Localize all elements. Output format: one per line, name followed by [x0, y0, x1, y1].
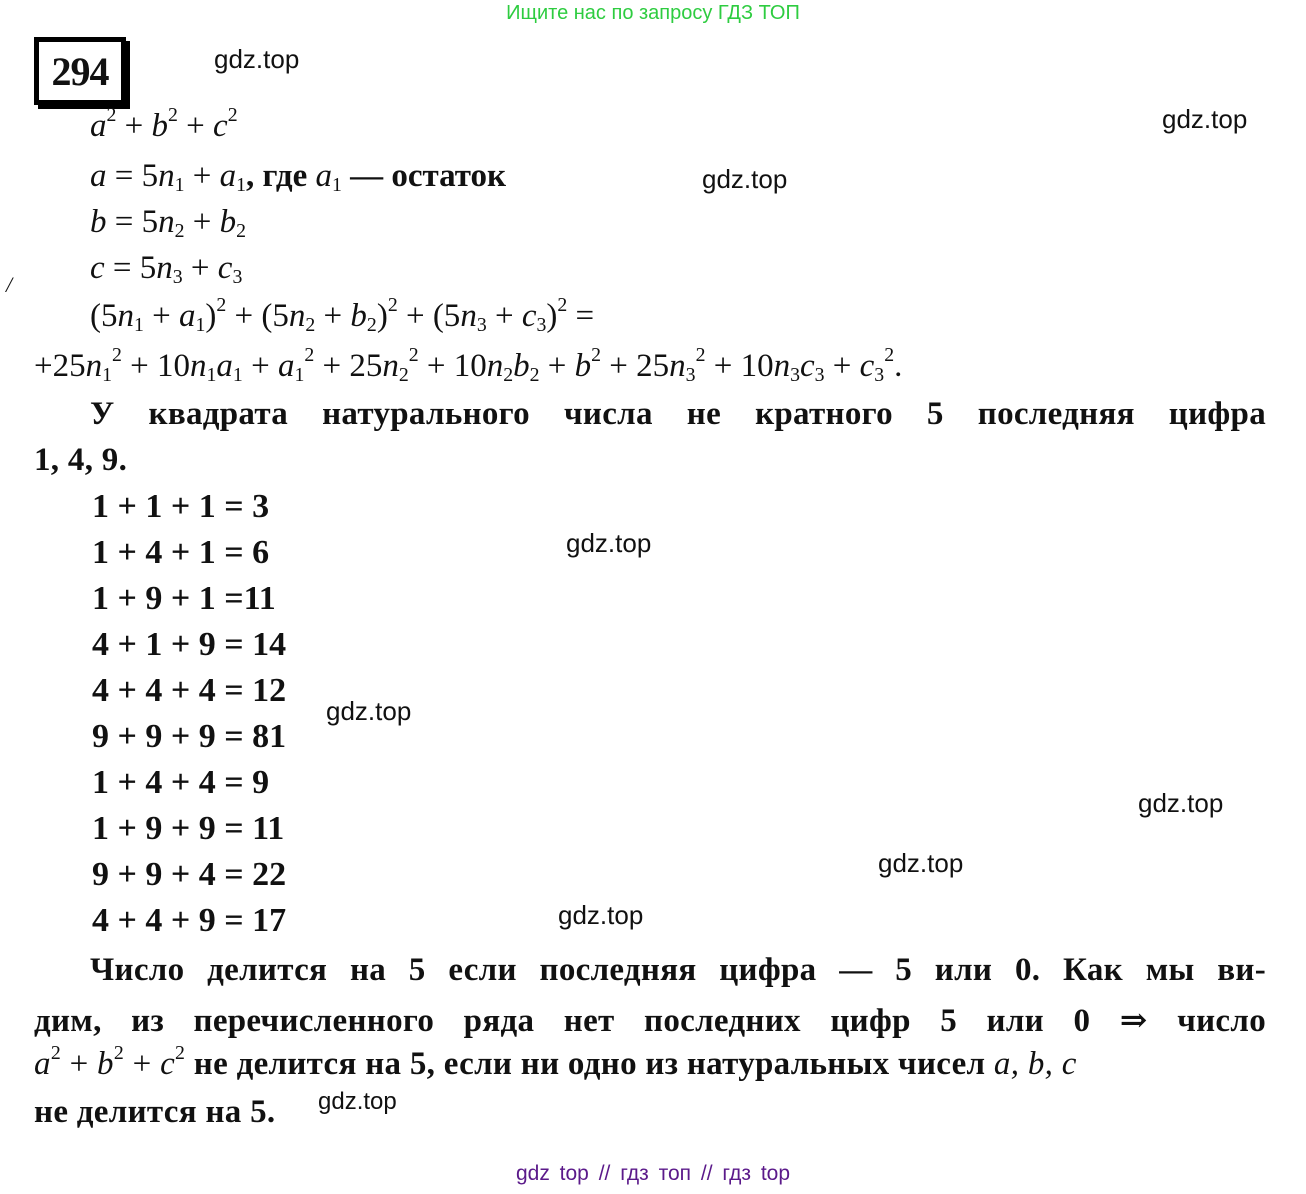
- watermark: gdz.top: [214, 44, 300, 74]
- watermark: gdz.top: [326, 696, 412, 726]
- stray-mark: /: [6, 272, 13, 297]
- conclusion-line-3-text: не делится на 5, если ни одно из натуральных чисел: [185, 1046, 994, 1082]
- search-banner[interactable]: Ищите нас по запросу ГДЗ ТОП: [506, 2, 800, 24]
- a-definition-where: , где: [246, 158, 308, 194]
- conclusion-line-2: дим, из перечисленного ряда нет последних цифр 5 или 0 ⇒ число: [34, 1003, 1266, 1039]
- watermark: gdz.top: [566, 528, 652, 558]
- expansion-lhs: $(5n_1 + a_1)^2 + (5n_2 + b_2)^2 + (5n_3 + c_3)^2$ =: [90, 294, 595, 336]
- conclusion-line-4: не делится на 5.: [34, 1094, 276, 1130]
- sum-row: 1 + 9 + 9 = 11: [92, 810, 285, 847]
- a-definition: $a = 5n_1 + a_1$, где $a_1$ — остаток: [90, 158, 507, 196]
- c-definition: $c = 5n_3 + c_3$: [90, 250, 243, 288]
- sum-row: 4 + 4 + 9 = 17: [92, 902, 287, 939]
- sum-of-squares-expression: $a^2 + b^2 + c^2$: [90, 104, 238, 144]
- sum-row: 4 + 4 + 4 = 12: [92, 672, 287, 709]
- statement-line-2: 1, 4, 9.: [34, 442, 128, 478]
- watermark: gdz.top: [558, 900, 644, 930]
- sum-row: 4 + 1 + 9 = 14: [92, 626, 287, 663]
- watermark: gdz.top: [318, 1088, 397, 1115]
- problem-number: 294: [34, 37, 126, 105]
- conclusion-line-1: Число делится на 5 если последняя цифра — 5 или 0. Как мы ви-: [90, 952, 1266, 988]
- watermark: gdz.top: [1162, 104, 1248, 134]
- watermark: gdz.top: [702, 164, 788, 194]
- footer-links[interactable]: gdz top // гдз топ // гдз top: [515, 1162, 791, 1185]
- sum-row: 1 + 4 + 1 = 6: [92, 534, 270, 571]
- conclusion-line-3: $a^2 + b^2 + c^2$ не делится на 5, если ни одно из натуральных чисел a, b, c: [34, 1042, 1077, 1082]
- sum-row: 1 + 1 + 1 = 3: [92, 488, 270, 525]
- conclusion-variables: a, b, c: [993, 1046, 1077, 1082]
- watermark: gdz.top: [1138, 788, 1224, 818]
- watermark: gdz.top: [878, 848, 964, 878]
- sum-row: 9 + 9 + 9 = 81: [92, 718, 287, 755]
- b-definition: $b = 5n_2 + b_2$: [90, 204, 247, 242]
- sum-row: 1 + 4 + 4 = 9: [92, 764, 270, 801]
- sum-row: 1 + 9 + 1 =11: [92, 580, 276, 617]
- a-definition-remainder: — остаток: [350, 158, 507, 194]
- sum-row: 9 + 9 + 4 = 22: [92, 856, 287, 893]
- statement-line-1: У квадрата натурального числа не кратного 5 последняя цифра: [90, 396, 1266, 432]
- expansion-rhs: $+25n_1^2 + 10n_1a_1 + a_1^2 + 25n_2^2 + 10n_2b_2 + b^2 + 25n_3^2 + 10n_3c_3 + c_3^2$.: [34, 344, 903, 386]
